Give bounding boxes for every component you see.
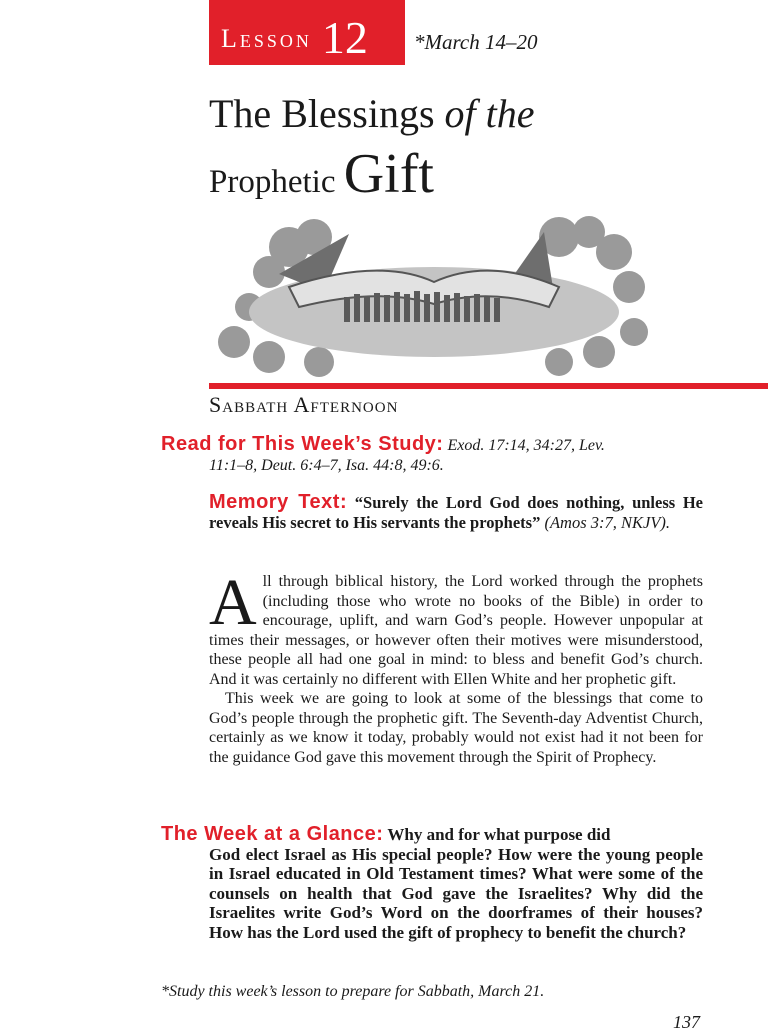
body-text xyxy=(209,566,703,767)
lesson-date: *March 14–20 xyxy=(414,30,538,54)
read-label: Read for This Week’s Study: xyxy=(161,433,444,455)
read-for-study xyxy=(161,434,703,476)
section-divider xyxy=(209,383,768,389)
title-plain-2: Prophetic xyxy=(209,164,344,200)
glance-label: The Week at a Glance: xyxy=(161,823,384,845)
memory-verse: “Surely the Lord God does nothing, unless He reveals His secret to His servants the prophets” xyxy=(209,493,704,532)
memory-ref: (Amos 3:7, NKJV). xyxy=(540,513,671,532)
paragraph-1-text: ll through biblical history, the Lord worked through the prophets (including those who wrote no books of the Bible) in order to encourage, uplift, and warn God’s people. However unpopular at times their messages, or however often their motives were misunderstood, these people all had one goal in mind: to bless and benefit God’s church. And it was certainly no different with Ellen White and her prophetic gift. xyxy=(209,573,703,688)
lesson-word: Lesson xyxy=(221,24,312,53)
page-number: 137 xyxy=(673,1012,700,1032)
paragraph-2: This week we are going to look at some of the blessings that come to God’s people through the prophetic gift. The Seventh-day Adventist Church, certainly as we know it today, probably would not exist had it not been for the guidance God gave this movement through the Spirit of Prophecy. xyxy=(209,690,703,766)
page-title-line2 xyxy=(209,138,434,211)
title-plain: The Blessings xyxy=(209,91,445,136)
memory-text xyxy=(209,492,703,533)
read-refs-1: Exod. 17:14, 34:27, Lev. xyxy=(443,437,605,454)
memory-label: Memory Text: xyxy=(209,491,348,513)
page-title-line1 xyxy=(209,92,535,136)
drop-cap: A xyxy=(209,566,257,639)
week-at-a-glance xyxy=(161,825,703,942)
section-title: Sabbath Afternoon xyxy=(209,392,399,417)
glance-rest: God elect Israel as His special people? How were the young people in Israel educated in Old Testament times? What were some of the counsels on health that God gave the Israelites? Why did the Israelites write God’s Word on the doorframes of their houses? How has the Lord used the gift of prophecy to benefit the church? xyxy=(209,844,703,942)
glance-first-line: Why and for what purpose did xyxy=(383,825,611,844)
read-refs-2: 11:1–8, Deut. 6:4–7, Isa. 44:8, 49:6. xyxy=(209,457,444,474)
lesson-badge xyxy=(209,0,405,65)
footnote: *Study this week’s lesson to prepare for Sabbath, March 21. xyxy=(161,983,545,1000)
lesson-number: 12 xyxy=(321,12,368,63)
open-bible-illustration xyxy=(209,212,659,382)
paragraph-1 xyxy=(209,566,703,689)
title-italic: of the xyxy=(444,91,535,136)
title-big: Gift xyxy=(343,143,434,205)
